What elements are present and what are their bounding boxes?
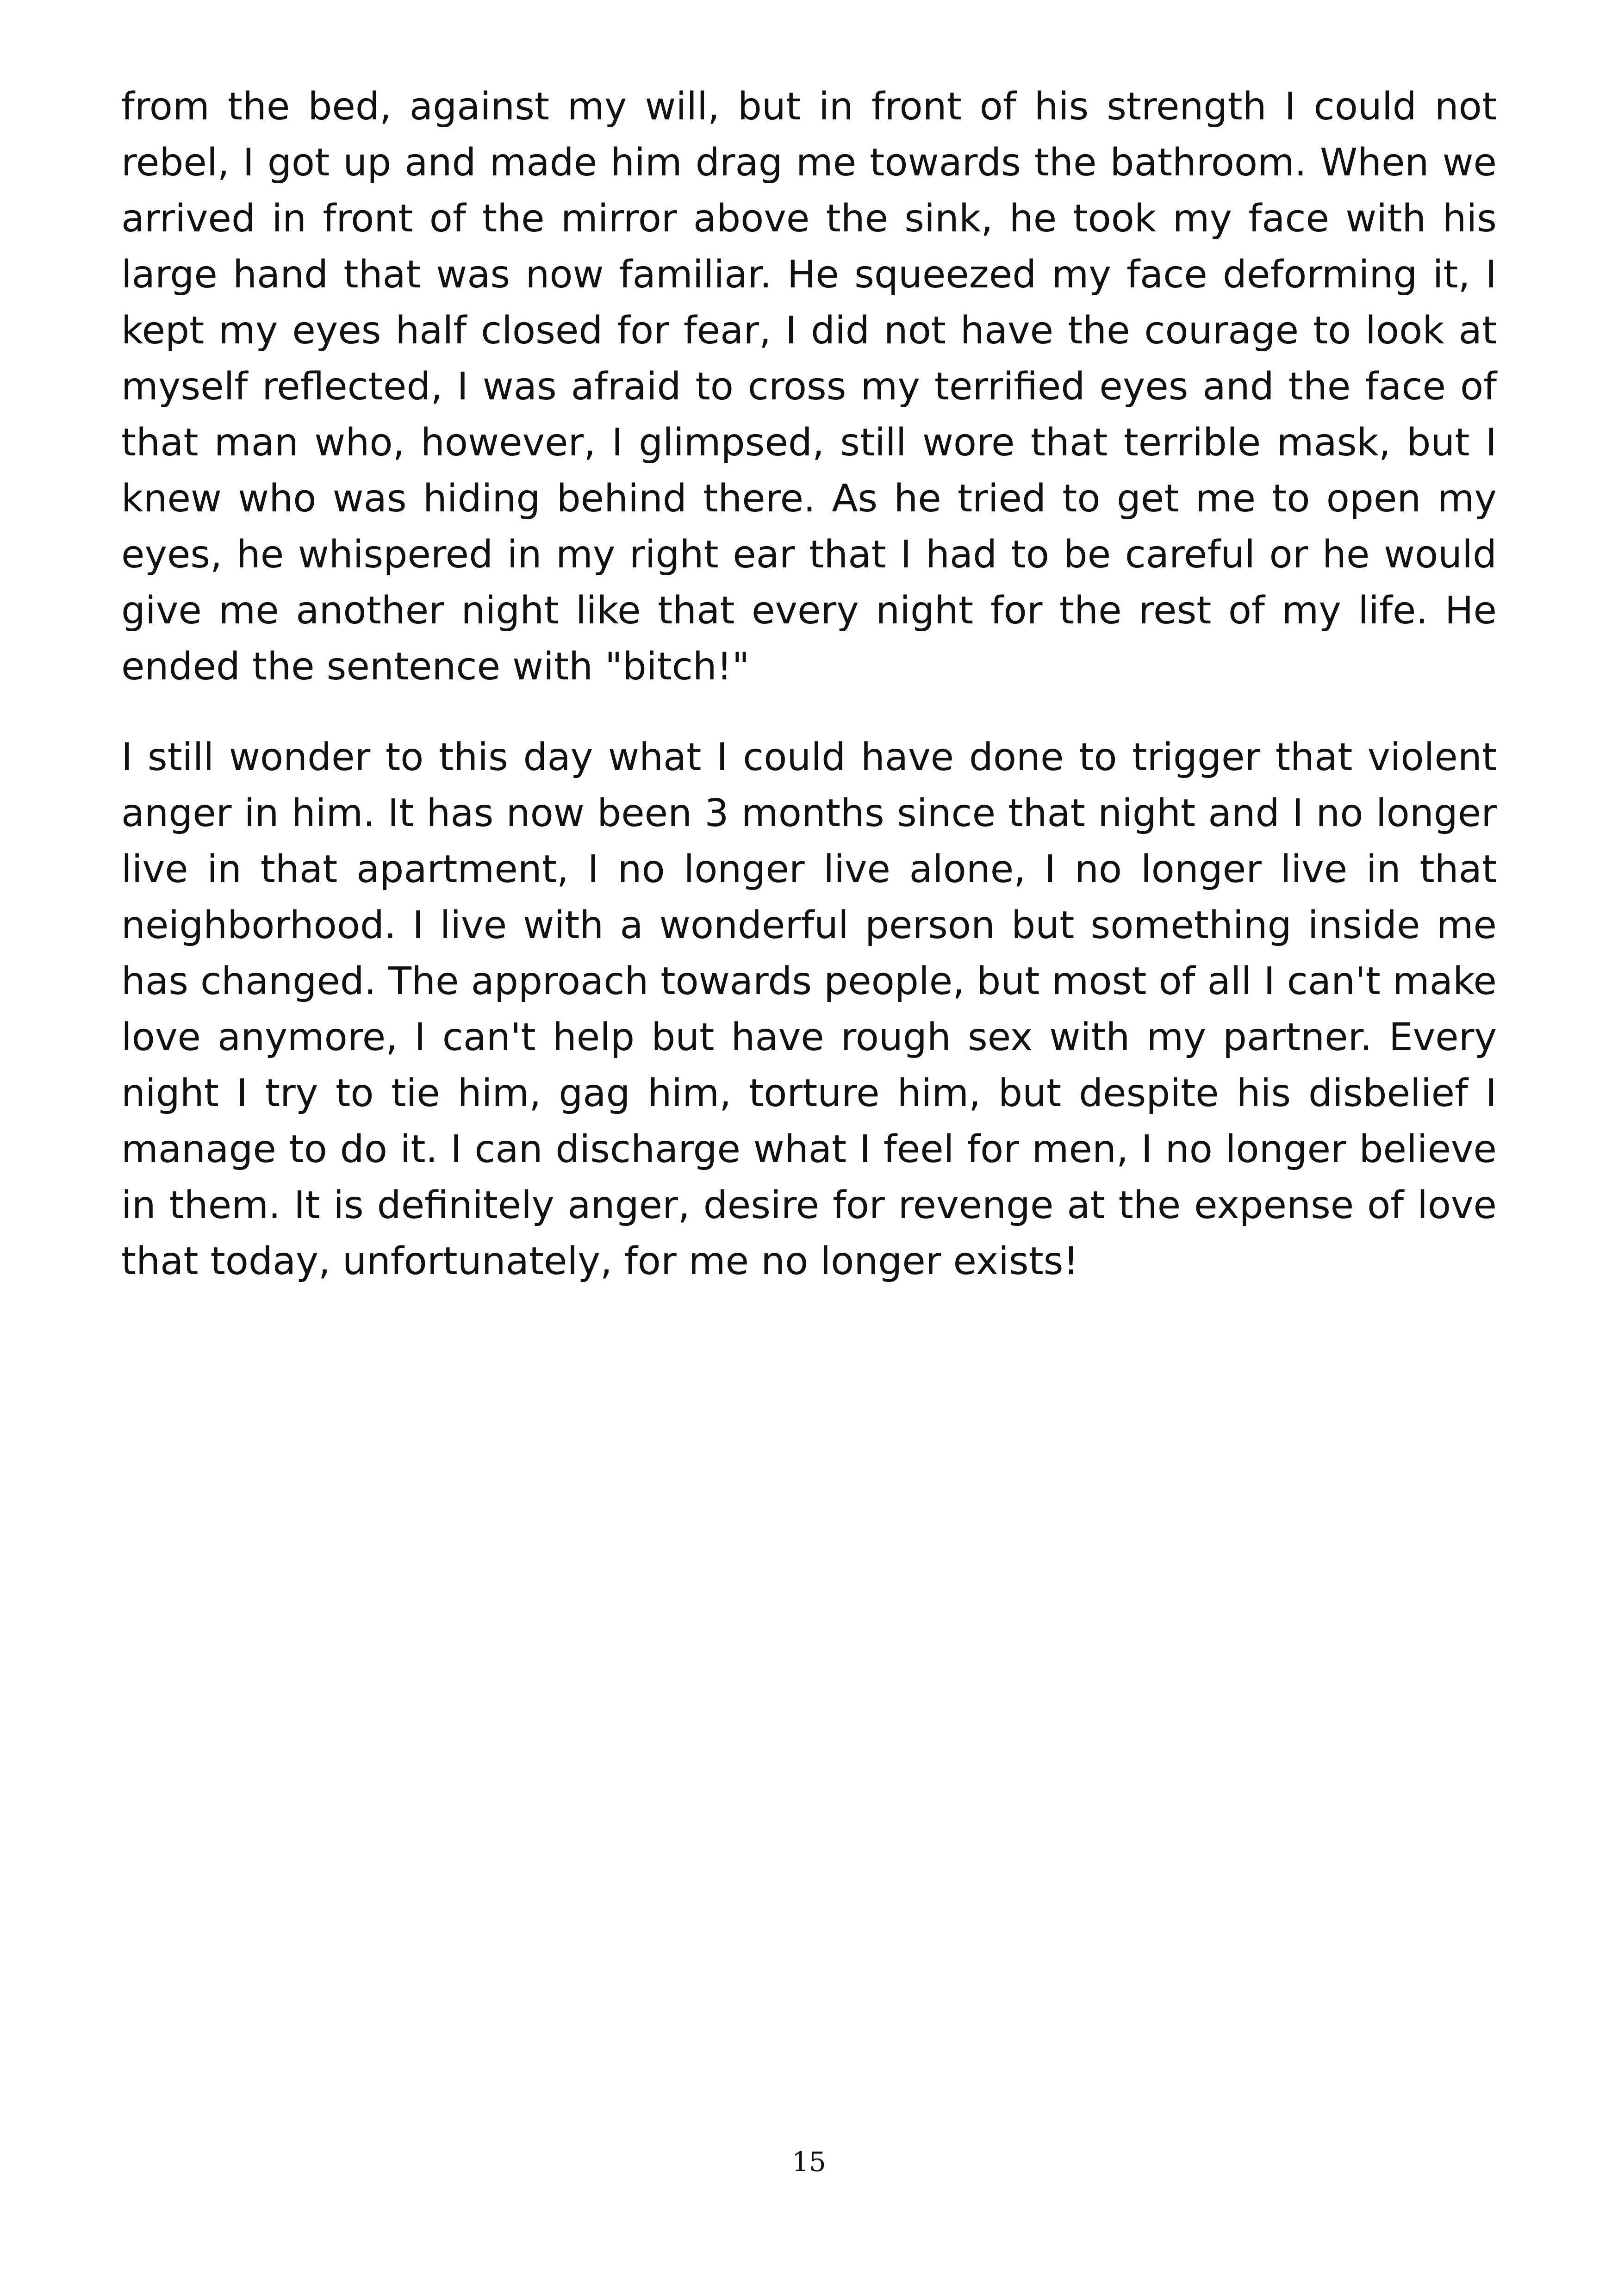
paragraph-2: I still wonder to this day what I could have done to trigger that violent anger in him. It has now been 3 months since that night and I no longer live in that apartment, I no longer live alone, I no longer live in that neighborhood. I live with a wonderful person but something inside me has changed. The approach towards people, but most of all I can't make love anymore, I can't help but have rough sex with my partner. Every night I try to tie him, gag him, torture him, but despite his disbelief I manage to do it. I can discharge what I feel for men, I no longer believe in them. It is definitely anger, desire for revenge at the expense of love that today, unfortunately, for me no longer exists! xyxy=(121,735,1497,1283)
body-text xyxy=(121,79,1497,1324)
page-number: 15 xyxy=(792,2146,826,2178)
paragraph-1: from the bed, against my will, but in front of his strength I could not rebel, I got up and made him drag me towards the bathroom. When we arrived in front of the mirror above the sink, he took my face with his large hand that was now familiar. He squeezed my face deforming it, I kept my eyes half closed for fear, I did not have the courage to look at myself reflected, I was afraid to cross my terrified eyes and the face of that man who, however, I glimpsed, still wore that terrible mask, but I knew who was hiding behind there. As he tried to get me to open my eyes, he whispered in my right ear that I had to be careful or he would give me another night like that every night for the rest of my life. He ended the sentence with "bitch!" xyxy=(121,85,1497,689)
